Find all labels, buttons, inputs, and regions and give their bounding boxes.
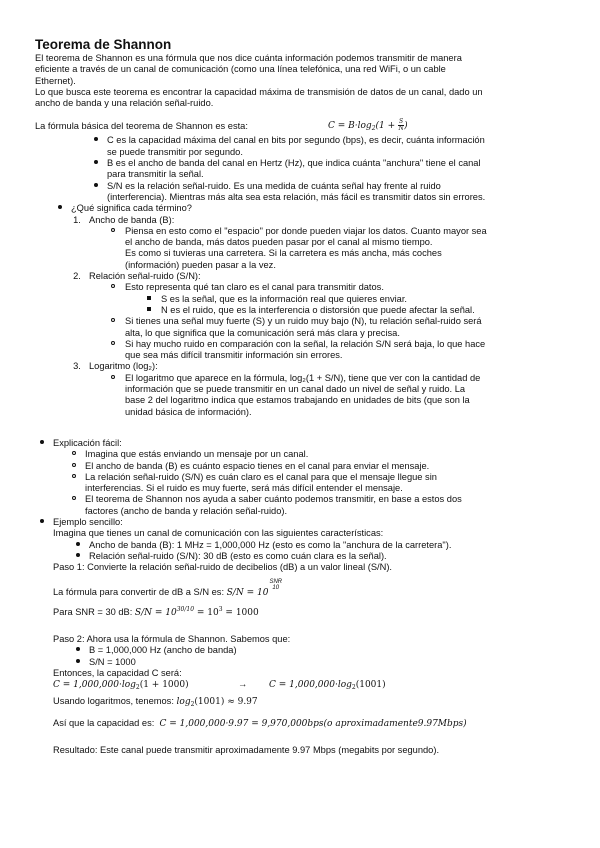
term-line: Es como si tuvieras una carretera. Si la carretera es más ancha, más coches — [125, 248, 442, 259]
formula-lhs: C = B·log — [328, 121, 372, 132]
term-number: 3. — [73, 361, 81, 372]
definitions-list — [35, 135, 565, 203]
paso1-calc-mid: = 10 — [194, 607, 219, 618]
bullet — [107, 337, 119, 348]
explicacion-heading — [53, 438, 565, 449]
paso1-formula-label: La fórmula para convertir de dB a S/N es: — [53, 587, 225, 598]
log-label: Usando logaritmos, tenemos: — [53, 696, 174, 707]
bullet — [36, 515, 48, 526]
intro-line: Lo que busca este teorema es encontrar la capacidad máxima de transmisión de datos de un canal, dado un — [35, 86, 483, 97]
intro-line: Ethernet). — [35, 75, 76, 86]
ejemplo-item — [89, 551, 565, 562]
term-line: información que se puede transmitir en un canal dado un nivel de señal y ruido. La — [125, 384, 466, 395]
def-line: B es el ancho de banda del canal en Hertz (Hz), que indica cuánta "anchura" tiene el canal — [107, 158, 481, 169]
bullet — [90, 156, 102, 167]
explicacion-line: La relación señal-ruido (S/N) es cuán claro es el canal para que el mensaje llegue sin — [85, 471, 437, 482]
paso1-calc-exp: 30/10 — [176, 605, 195, 613]
explicacion-line: factores (ancho de banda y relación señal-ruido). — [85, 505, 288, 516]
term-label: Logaritmo (log₂): — [89, 361, 158, 372]
term-line: Esto representa qué tan claro es el canal para transmitir datos. — [125, 282, 384, 293]
formula-close: ) — [404, 121, 408, 132]
formula-intro: La fórmula básica del teorema de Shannon es esta: — [35, 121, 248, 132]
term-line: El logaritmo que aparece en la fórmula, log₂(1 + S/N), tiene que ver con la cantidad de — [125, 372, 481, 383]
log-base: 2 — [190, 701, 195, 709]
sub-item — [161, 294, 565, 305]
resultado-text: Resultado: Este canal puede transmitir aproximadamente 9.97 Mbps (megabits por segundo). — [53, 744, 440, 755]
log-row — [53, 696, 565, 710]
explicacion-item — [85, 472, 565, 495]
bullet — [90, 179, 102, 190]
cap-label: Así que la capacidad es: — [53, 717, 155, 728]
arrow-icon: → — [238, 679, 248, 690]
term-detail — [89, 339, 565, 362]
calc1-right-base: 2 — [351, 684, 356, 692]
bullet — [68, 492, 80, 503]
sub-line: S es la señal, que es la información real que quieres enviar. — [161, 293, 407, 304]
paso1-calc-exp2: 3 — [218, 605, 223, 613]
paso2-text: Paso 2: Ahora usa la fórmula de Shannon. Sabemos que: — [53, 634, 291, 645]
bullet — [72, 538, 84, 549]
bullet — [90, 133, 102, 144]
explicacion-line: interferencias. Si el ruido es muy fuerte, será más difícil entender el mensaje. — [85, 483, 403, 494]
bullet — [68, 447, 80, 458]
formula-open: (1 + — [375, 121, 399, 132]
term-line: Si hay mucho ruido en comparación con la señal, la relación S/N será baja, lo que hace — [125, 338, 486, 349]
ejemplo-line: Ancho de banda (B): 1 MHz = 1,000,000 Hz (esto es como la "anchura de la carretera"). — [89, 539, 452, 550]
paso2-item — [89, 645, 565, 656]
bullet — [68, 470, 80, 481]
term-line: Piensa en esto como el "espacio" por donde pueden viajar los datos. Cuanto mayor sea — [125, 225, 487, 236]
explicacion-item — [85, 461, 565, 472]
intro-line: El teorema de Shannon es una fórmula que nos dice cuánta información podemos transmitir de manera — [35, 53, 462, 63]
term-sublist — [89, 294, 565, 317]
calc1-left: C = 1,000,000·log — [53, 680, 136, 691]
bullet — [72, 549, 84, 560]
paso2-line: B = 1,000,000 Hz (ancho de banda) — [89, 645, 237, 656]
term-detail — [89, 373, 565, 418]
term-detail — [89, 226, 565, 271]
calc1-left-base: 2 — [135, 684, 140, 692]
def-line: (interferencia). Mientras más alta sea esta relación, más fácil es transmitir datos sin errores. — [107, 191, 486, 202]
calc1-left-end: (1 + 1000) — [139, 680, 189, 691]
document-page — [35, 37, 565, 756]
calc1-right: C = 1,000,000·log — [269, 680, 352, 691]
terms-section — [35, 203, 565, 418]
ejemplo-line: Relación señal-ruido (S/N): 30 dB (esto es como cuán clara es la señal). — [89, 550, 387, 561]
term-line: alta, lo que significa que la comunicación será más clara y precisa. — [125, 327, 400, 338]
bullet — [72, 655, 84, 666]
def-line: S/N es la relación señal-ruido. Es una medida de cuánta señal hay frente al ruido — [107, 180, 441, 191]
def-line: para transmitir la señal. — [107, 169, 204, 180]
bullet — [107, 224, 119, 235]
log-expr-end: (1001) ≈ 9.97 — [194, 697, 258, 708]
shannon-formula — [328, 119, 408, 134]
paso1-calc: S/N = 10 — [134, 607, 177, 618]
entonces-text: Entonces, la capacidad C será: — [53, 667, 182, 678]
page-title: Teorema de Shannon — [35, 37, 172, 52]
bullet — [107, 280, 119, 291]
calc1-right-end: (1001) — [355, 680, 386, 691]
term-line: base 2 del logaritmo indica que estamos trabajando en unidades de bits (que son la — [125, 395, 470, 406]
intro-line: ancho de banda y una relación señal-ruido. — [35, 98, 214, 109]
def-line: se puede transmitir por segundo. — [107, 146, 243, 157]
term-line: que sea más difícil transmitir información sin errores. — [125, 350, 343, 361]
paso1-calc-row — [53, 604, 565, 619]
terms-heading-text: ¿Qué significa cada término? — [71, 203, 192, 214]
term-line: el ancho de banda, más datos pueden pasar por el canal al mismo tiempo. — [125, 237, 433, 248]
term-number: 1. — [73, 214, 81, 225]
definition-item — [107, 135, 565, 158]
log-expr: log — [176, 697, 191, 708]
term-number: 2. — [73, 271, 81, 282]
paso1-text: Paso 1: Convierte la relación señal-ruido de decibelios (dB) a un valor lineal (S/N). — [53, 562, 392, 573]
cap-expr: C = 1,000,000·9.97 = 9,970,000bps(o aproximadamente9.97Mbps) — [159, 718, 467, 729]
bullet — [143, 303, 155, 314]
bullet — [107, 371, 119, 382]
capacity-row — [53, 718, 565, 730]
ejemplo-item — [89, 540, 565, 551]
explicacion-section — [35, 438, 565, 756]
explicacion-line: Imagina que estás enviando un mensaje por un canal. — [85, 449, 309, 460]
definition-item — [107, 158, 565, 181]
term-detail — [89, 282, 565, 293]
paso1-calc-end: = 1000 — [222, 607, 259, 618]
explicacion-item — [85, 494, 565, 517]
ejemplo-intro: Imagina que tienes un canal de comunicación con las siguientes características: — [53, 528, 384, 539]
bullet — [143, 292, 155, 303]
formula-base: 2 — [371, 125, 376, 133]
explicacion-line: El ancho de banda (B) es cuánto espacio tienes en el canal para enviar el mensaje. — [85, 460, 430, 471]
term-line: unidad básica de información). — [125, 406, 252, 417]
term-log — [73, 361, 565, 417]
calc1-row — [53, 679, 565, 693]
term-snr — [73, 271, 565, 361]
intro-paragraph — [35, 53, 565, 109]
bullet — [72, 643, 84, 654]
bullet — [36, 436, 48, 447]
definition-item — [107, 181, 565, 204]
explicacion-line: El teorema de Shannon nos ayuda a saber cuánto podemos transmitir, en base a estos dos — [85, 494, 462, 505]
terms-heading — [71, 203, 565, 214]
exp-num: SNR — [269, 579, 283, 586]
paso1-calc-label: Para SNR = 30 dB: — [53, 606, 133, 617]
explicacion-item — [85, 449, 565, 460]
bullet — [68, 459, 80, 470]
bullet — [107, 314, 119, 325]
term-ancho — [73, 214, 565, 271]
term-label: Ancho de banda (B): — [89, 214, 175, 225]
formula-den: N — [398, 125, 404, 133]
explicacion-title: Explicación fácil: — [53, 437, 122, 448]
formula-row — [35, 118, 565, 135]
paso1-formula-row — [53, 579, 565, 599]
sub-line: N es el ruido, que es la interferencia o distorsión que puede afectar la señal. — [161, 304, 475, 315]
exp-den: 10 — [272, 585, 280, 592]
sub-item — [161, 305, 565, 316]
term-label: Relación señal-ruido (S/N): — [89, 271, 201, 282]
def-line: C es la capacidad máxima del canal en bits por segundo (bps), es decir, cuánta información — [107, 135, 485, 146]
ejemplo-heading — [53, 517, 565, 528]
ejemplo-title: Ejemplo sencillo: — [53, 516, 123, 527]
term-line: Si tienes una señal muy fuerte (S) y un ruido muy bajo (N), tu relación señal-ruido será — [125, 316, 482, 327]
paso2-item — [89, 657, 565, 668]
paso1-exponent — [268, 579, 283, 591]
paso1-formula: S/N = 10 — [226, 588, 269, 599]
term-line: (información) pueden pasar a la vez. — [125, 259, 276, 270]
term-detail — [89, 316, 565, 339]
paso2-line: S/N = 1000 — [89, 656, 136, 667]
bullet — [54, 201, 66, 212]
formula-num: S — [399, 118, 404, 126]
intro-line: eficiente a través de un canal de comunicación (como una línea telefónica, una red WiFi, o un cable — [35, 64, 446, 75]
